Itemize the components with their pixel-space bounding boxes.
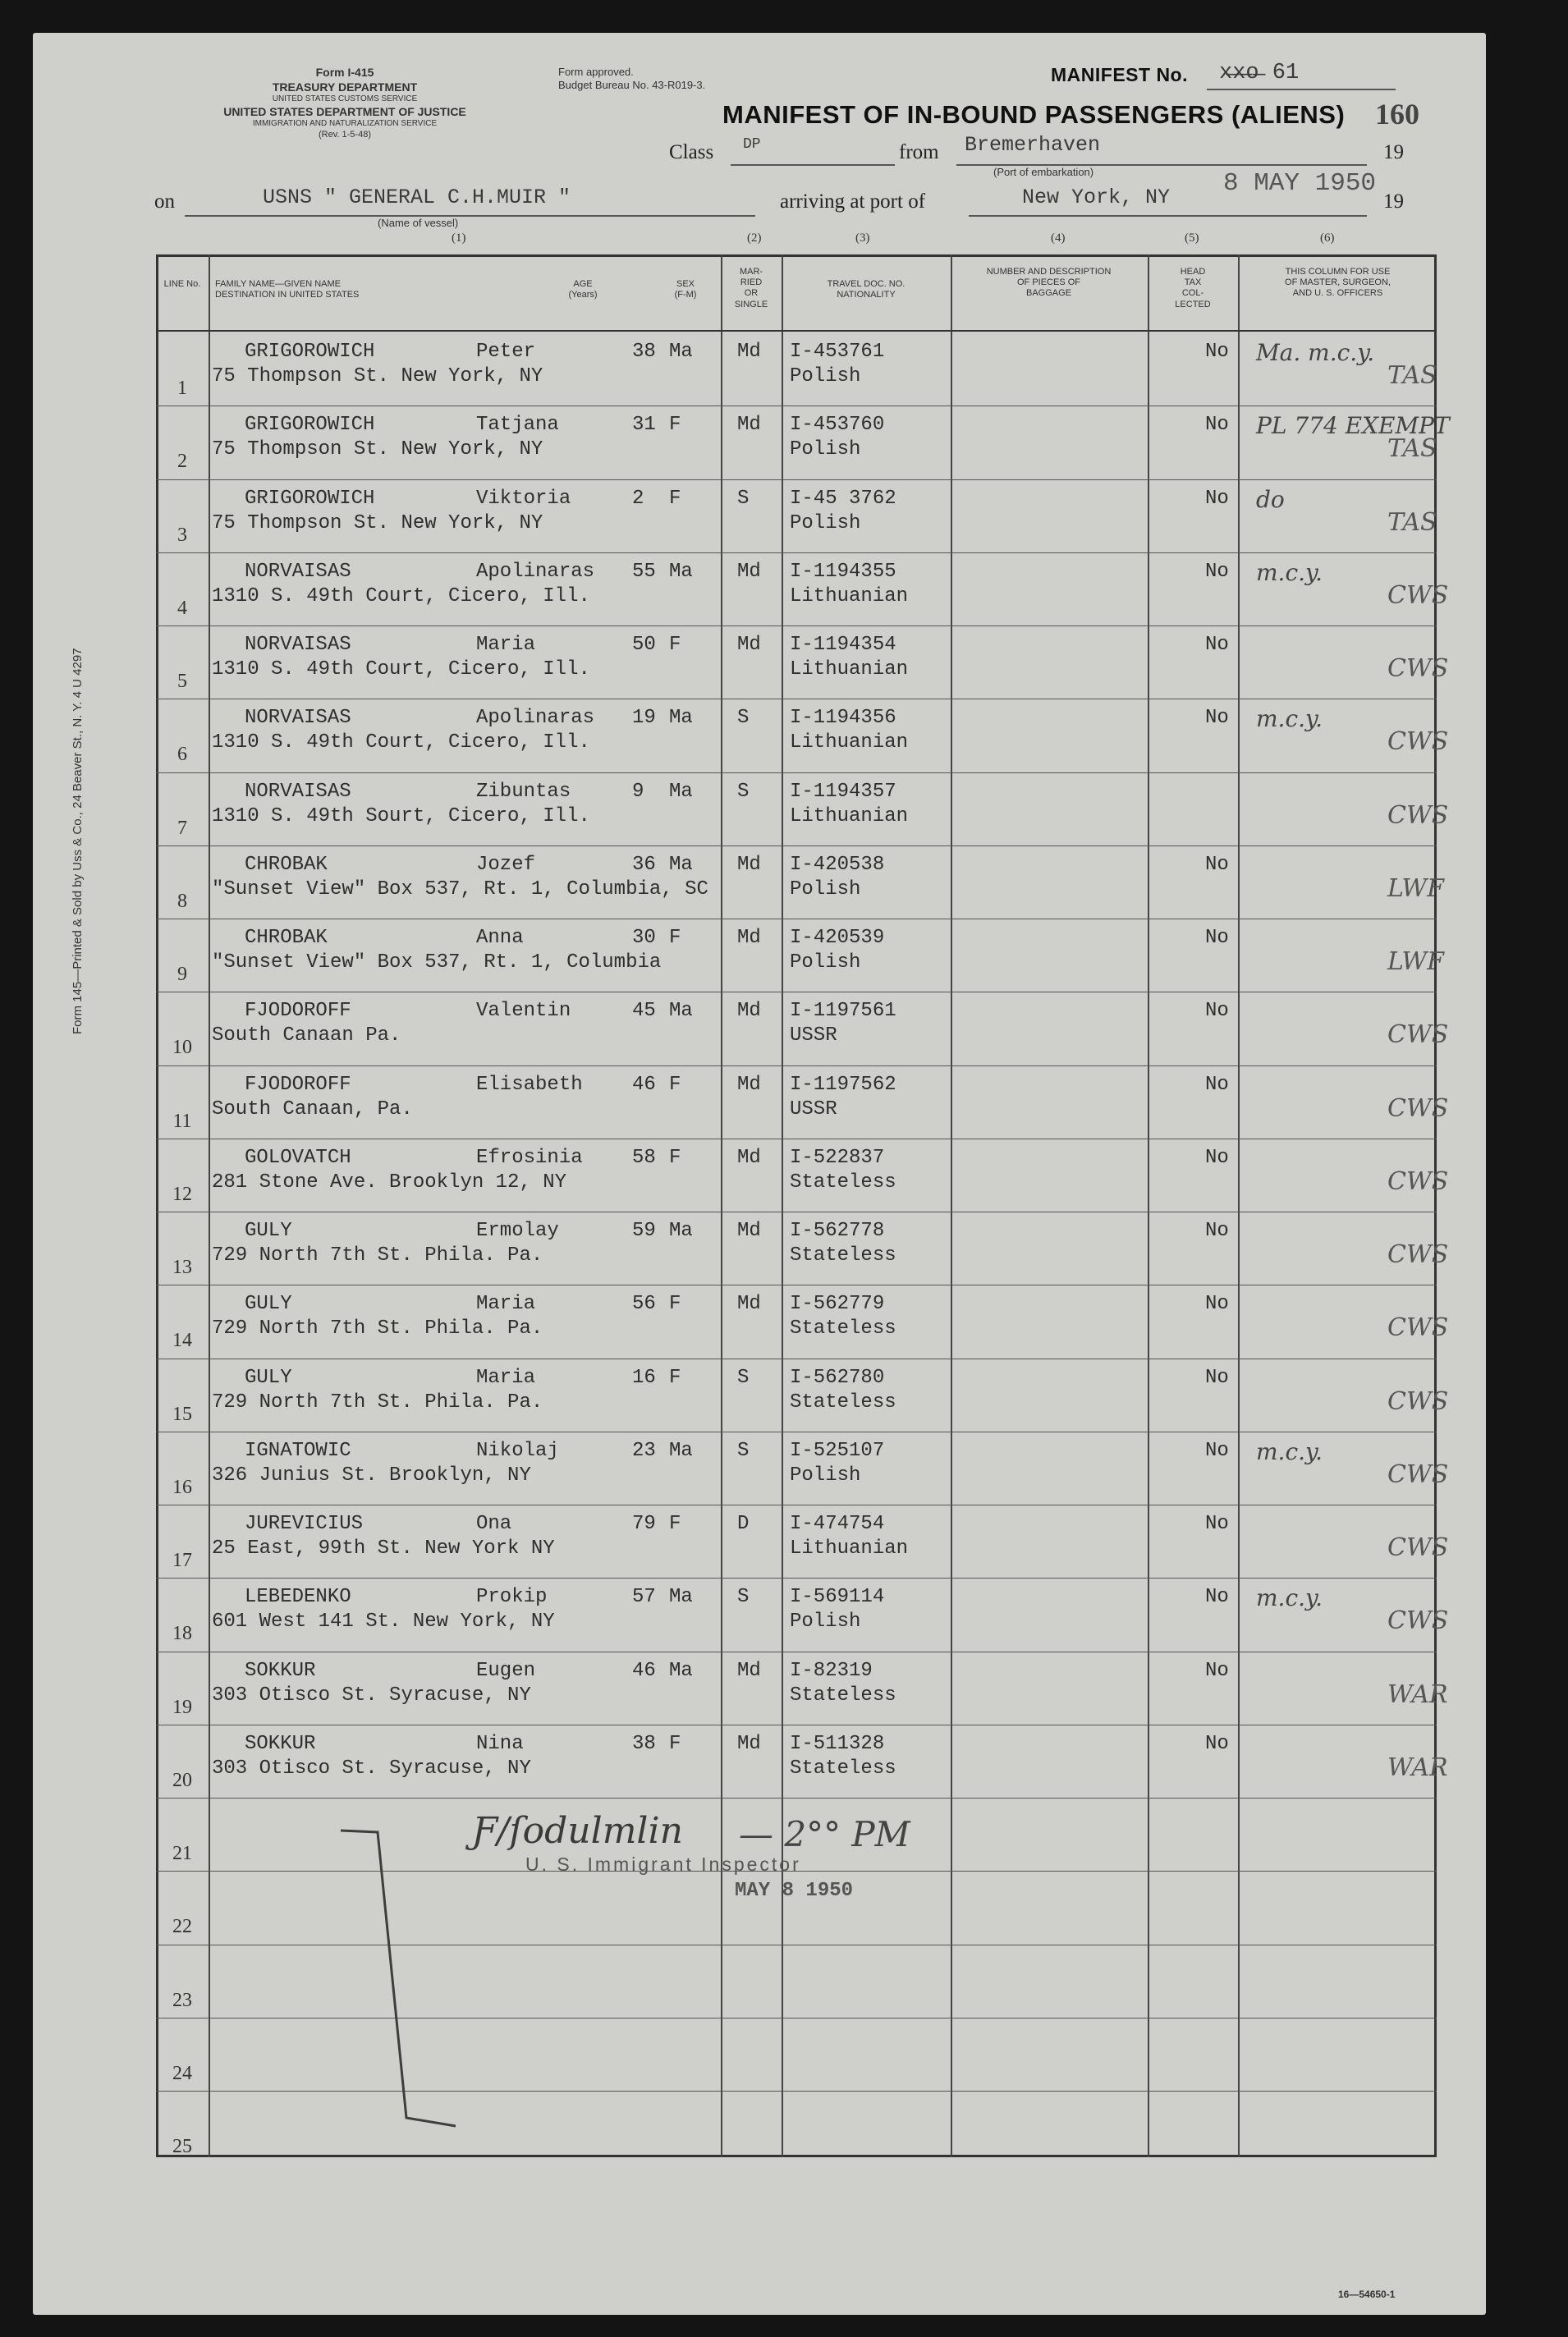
row-doc: I-82319: [790, 1659, 873, 1682]
row-married: Md: [737, 1220, 761, 1242]
row-doc: I-1194357: [790, 780, 896, 803]
row-given: Zibuntas: [476, 780, 571, 803]
row-married: Md: [737, 341, 761, 363]
row-doc: I-1194354: [790, 634, 896, 656]
row-nationality: Polish: [790, 365, 861, 387]
row-destination: 1310 S. 49th Court, Cicero, Ill.: [212, 584, 590, 607]
line-number: 14: [172, 1330, 192, 1352]
row-destination: 281 Stone Ave. Brooklyn 12, NY: [212, 1171, 567, 1194]
row-family: NORVAISAS: [245, 707, 351, 730]
approved-label: Form approved.: [558, 66, 634, 78]
row-destination: 601 West 141 St. New York, NY: [212, 1611, 555, 1634]
row-married: Md: [737, 1146, 761, 1169]
officer-initials: WAR: [1387, 1679, 1448, 1709]
col-number-1: (1): [452, 231, 466, 245]
line-number: 17: [172, 1550, 192, 1571]
line-number: 20: [172, 1769, 192, 1791]
line-number: 1: [177, 378, 187, 399]
line-number: 5: [177, 671, 187, 692]
officer-initials: CWS: [1387, 1166, 1449, 1196]
row-given: Ona: [476, 1513, 512, 1535]
row-married: Md: [737, 1073, 761, 1096]
col-header-officers: THIS COLUMN FOR USE OF MASTER, SURGEON, AND U. S. OFFICERS: [1285, 267, 1391, 299]
row-age: 19: [632, 707, 656, 730]
row-married: S: [737, 1366, 750, 1389]
row-sex: Ma: [669, 1439, 693, 1462]
row-age: 16: [632, 1366, 656, 1389]
row-nationality: Stateless: [790, 1757, 896, 1780]
row-married: Md: [737, 1732, 761, 1755]
row-tax: No: [1205, 1439, 1229, 1462]
row-nationality: Polish: [790, 511, 861, 534]
row-age: 46: [632, 1659, 656, 1682]
row-sex: Ma: [669, 1659, 693, 1682]
row-sex: F: [669, 1073, 681, 1096]
row-doc: I-45 3762: [790, 487, 896, 510]
row-given: Nina: [476, 1732, 524, 1755]
line-number: 25: [172, 2136, 192, 2157]
line-number: 3: [177, 524, 187, 546]
row-family: IGNATOWIC: [245, 1439, 351, 1462]
row-sex: F: [669, 414, 681, 437]
row-age: 31: [632, 414, 656, 437]
on-label: on: [154, 190, 175, 213]
from-label: from: [899, 141, 939, 163]
col-number-3: (3): [855, 231, 870, 245]
officer-note: do: [1256, 485, 1285, 513]
row-tax: No: [1205, 707, 1229, 730]
line-number: 21: [172, 1843, 192, 1864]
row-age: 46: [632, 1073, 656, 1096]
row-destination: 729 North 7th St. Phila. Pa.: [212, 1317, 543, 1340]
row-doc: I-474754: [790, 1513, 885, 1535]
line-number: 12: [172, 1183, 192, 1205]
row-destination: South Canaan, Pa.: [212, 1097, 413, 1120]
officer-note: m.c.y.: [1256, 705, 1323, 733]
line-number: 23: [172, 1989, 192, 2011]
row-given: Eugen: [476, 1659, 536, 1682]
row-age: 50: [632, 634, 656, 656]
row-tax: No: [1205, 1293, 1229, 1316]
row-given: Tatjana: [476, 414, 559, 437]
row-given: Prokip: [476, 1586, 548, 1609]
officer-initials: CWS: [1387, 580, 1449, 610]
row-doc: I-569114: [790, 1586, 885, 1609]
inspector-title: U. S. Immigrant Inspector: [525, 1854, 801, 1875]
row-nationality: Polish: [790, 951, 861, 974]
row-destination: 729 North 7th St. Phila. Pa.: [212, 1391, 543, 1414]
officer-note: m.c.y.: [1256, 1437, 1323, 1465]
footer-code: 16—54650-1: [1338, 2289, 1396, 2300]
col-header-name: FAMILY NAME—GIVEN NAME DESTINATION IN UNITED STATES: [215, 279, 360, 300]
row-age: 30: [632, 927, 656, 949]
col-number-5: (5): [1185, 231, 1199, 245]
row-family: GRIGOROWICH: [245, 487, 375, 510]
row-nationality: Polish: [790, 438, 861, 461]
row-family: GRIGOROWICH: [245, 341, 375, 363]
officer-note: m.c.y.: [1256, 558, 1323, 586]
customs-label: UNITED STATES CUSTOMS SERVICE: [272, 94, 418, 103]
row-married: S: [737, 487, 750, 510]
row-married: Md: [737, 1000, 761, 1023]
row-age: 45: [632, 1000, 656, 1023]
officer-initials: CWS: [1387, 1093, 1449, 1123]
class-value: DP: [743, 136, 761, 153]
row-sex: Ma: [669, 707, 693, 730]
row-destination: 326 Junius St. Brooklyn, NY: [212, 1464, 531, 1487]
row-destination: 729 North 7th St. Phila. Pa.: [212, 1244, 543, 1267]
col-header-head-tax: HEAD TAX COL- LECTED: [1175, 267, 1211, 309]
officer-initials: CWS: [1387, 1020, 1449, 1050]
officer-initials: CWS: [1387, 1533, 1449, 1562]
row-doc: I-453761: [790, 341, 885, 363]
year-label: 19: [1383, 141, 1404, 163]
line-number: 8: [177, 890, 187, 912]
line-number: 9: [177, 964, 187, 985]
row-age: 38: [632, 1732, 656, 1755]
row-family: NORVAISAS: [245, 560, 351, 583]
row-nationality: USSR: [790, 1097, 837, 1120]
officer-note: Ma. m.c.y.: [1256, 339, 1375, 366]
row-tax: No: [1205, 1732, 1229, 1755]
row-tax: No: [1205, 1146, 1229, 1169]
row-tax: No: [1205, 1366, 1229, 1389]
row-tax: No: [1205, 1000, 1229, 1023]
row-given: Apolinaras: [476, 560, 595, 583]
row-given: Maria: [476, 1293, 536, 1316]
line-number: 16: [172, 1476, 192, 1498]
row-age: 57: [632, 1586, 656, 1609]
officer-initials: CWS: [1387, 727, 1449, 757]
row-destination: 75 Thompson St. New York, NY: [212, 438, 543, 461]
inspector-signature: Ƒ/ſo𝑑ulmlin: [472, 1810, 683, 1852]
row-given: Apolinaras: [476, 707, 595, 730]
row-nationality: Lithuanian: [790, 1537, 909, 1560]
row-nationality: Polish: [790, 1611, 861, 1634]
row-sex: F: [669, 487, 681, 510]
row-nationality: Lithuanian: [790, 584, 909, 607]
row-married: Md: [737, 853, 761, 876]
row-given: Elisabeth: [476, 1073, 583, 1096]
officer-initials: CWS: [1387, 1459, 1449, 1489]
arriving-label: arriving at port of: [780, 190, 926, 213]
row-age: 59: [632, 1220, 656, 1242]
row-age: 2: [632, 487, 644, 510]
port-value: New York, NY: [1022, 186, 1171, 209]
page-number: 160: [1375, 98, 1419, 131]
line-number: 6: [177, 744, 187, 766]
row-married: Md: [737, 1293, 761, 1316]
row-age: 9: [632, 780, 644, 803]
row-age: 56: [632, 1293, 656, 1316]
row-married: Md: [737, 560, 761, 583]
row-married: Md: [737, 1659, 761, 1682]
row-sex: Ma: [669, 1586, 693, 1609]
line-number: 22: [172, 1916, 192, 1938]
row-destination: 303 Otisco St. Syracuse, NY: [212, 1757, 531, 1780]
row-family: NORVAISAS: [245, 634, 351, 656]
row-married: S: [737, 707, 750, 730]
col-header-baggage: NUMBER AND DESCRIPTION OF PIECES OF BAGGAGE: [986, 267, 1112, 299]
officer-initials: CWS: [1387, 1240, 1449, 1269]
row-sex: F: [669, 1513, 681, 1535]
row-nationality: Lithuanian: [790, 731, 909, 754]
row-family: GOLOVATCH: [245, 1146, 351, 1169]
row-sex: F: [669, 1732, 681, 1755]
row-destination: 75 Thompson St. New York, NY: [212, 511, 543, 534]
row-given: Valentin: [476, 1000, 571, 1023]
row-doc: I-525107: [790, 1439, 885, 1462]
row-tax: No: [1205, 1513, 1229, 1535]
officer-note: m.c.y.: [1256, 1584, 1323, 1612]
line-number: 11: [172, 1110, 192, 1132]
class-label: Class: [669, 141, 714, 163]
line-number: 10: [172, 1037, 192, 1059]
officer-note: PL 774 EXEMPT: [1256, 412, 1450, 440]
date-stamp: 8 MAY 1950: [1223, 169, 1377, 198]
line-number: 13: [172, 1257, 192, 1278]
row-age: 58: [632, 1146, 656, 1169]
row-married: Md: [737, 414, 761, 437]
row-given: Ermolay: [476, 1220, 559, 1242]
manifest-no-label: MANIFEST No.: [1051, 64, 1188, 85]
row-nationality: Stateless: [790, 1391, 896, 1414]
row-given: Jozef: [476, 853, 536, 876]
row-married: Md: [737, 634, 761, 656]
row-tax: No: [1205, 487, 1229, 510]
row-doc: I-1194355: [790, 560, 896, 583]
row-doc: I-562778: [790, 1220, 885, 1242]
row-tax: No: [1205, 341, 1229, 363]
col-header-age: AGE (Years): [568, 279, 598, 300]
ins-label: IMMIGRATION AND NATURALIZATION SERVICE: [252, 119, 438, 128]
row-doc: I-453760: [790, 414, 885, 437]
officer-initials: WAR: [1387, 1753, 1448, 1782]
row-age: 38: [632, 341, 656, 363]
officer-initials: TAS: [1387, 361, 1437, 390]
row-tax: No: [1205, 927, 1229, 949]
row-family: FJODOROFF: [245, 1073, 351, 1096]
row-doc: I-522837: [790, 1146, 885, 1169]
row-family: JUREVICIUS: [245, 1513, 364, 1535]
row-doc: I-562779: [790, 1293, 885, 1316]
row-age: 55: [632, 560, 656, 583]
row-tax: No: [1205, 853, 1229, 876]
row-tax: No: [1205, 1659, 1229, 1682]
row-nationality: Lithuanian: [790, 804, 909, 827]
manifest-title: MANIFEST OF IN-BOUND PASSENGERS (ALIENS): [722, 100, 1346, 129]
row-doc: I-420538: [790, 853, 885, 876]
row-family: GULY: [245, 1293, 292, 1316]
row-married: D: [737, 1513, 750, 1535]
row-given: Efrosinia: [476, 1146, 583, 1169]
row-married: S: [737, 780, 750, 803]
row-doc: I-1197562: [790, 1073, 896, 1096]
row-family: GULY: [245, 1366, 292, 1389]
form-label: Form I-415: [315, 66, 374, 79]
row-nationality: Polish: [790, 1464, 861, 1487]
row-tax: No: [1205, 1073, 1229, 1096]
row-doc: I-562780: [790, 1366, 885, 1389]
row-family: CHROBAK: [245, 853, 328, 876]
justice-label: UNITED STATES DEPARTMENT OF JUSTICE: [223, 104, 466, 118]
year-label-2: 19: [1383, 190, 1404, 213]
row-family: SOKKUR: [245, 1659, 316, 1682]
line-number: 18: [172, 1623, 192, 1645]
row-sex: Ma: [669, 1000, 693, 1023]
line-number: 4: [177, 597, 187, 619]
row-sex: Ma: [669, 341, 693, 363]
row-sex: F: [669, 634, 681, 656]
row-sex: Ma: [669, 560, 693, 583]
officer-initials: LWF: [1387, 873, 1444, 903]
row-sex: Ma: [669, 853, 693, 876]
col-header-travel-doc: TRAVEL DOC. NO. NATIONALITY: [827, 279, 905, 300]
embarkation-note: (Port of embarkation): [993, 166, 1094, 178]
officer-initials: CWS: [1387, 1313, 1449, 1343]
officer-initials: CWS: [1387, 654, 1449, 683]
row-given: Peter: [476, 341, 536, 363]
row-destination: 75 Thompson St. New York, NY: [212, 365, 543, 387]
row-doc: I-420539: [790, 927, 885, 949]
inspector-date: MAY 8 1950: [735, 1880, 854, 1902]
row-nationality: Polish: [790, 878, 861, 900]
col-header-married: MAR- RIED OR SINGLE: [734, 267, 768, 309]
line-number: 7: [177, 817, 187, 839]
col-number-4: (4): [1051, 231, 1066, 245]
row-family: NORVAISAS: [245, 780, 351, 803]
row-destination: South Canaan Pa.: [212, 1024, 401, 1047]
row-family: FJODOROFF: [245, 1000, 351, 1023]
officer-initials: LWF: [1387, 947, 1444, 976]
line-number: 15: [172, 1403, 192, 1425]
row-doc: I-1197561: [790, 1000, 896, 1023]
row-destination: "Sunset View" Box 537, Rt. 1, Columbia, SC: [212, 878, 708, 900]
from-value: Bremerhaven: [965, 133, 1101, 157]
line-number: 24: [172, 2062, 192, 2084]
row-nationality: Lithuanian: [790, 658, 909, 680]
manifest-no-value: x̶x̶o̶ 61: [1219, 61, 1300, 85]
row-sex: F: [669, 1146, 681, 1169]
row-tax: No: [1205, 560, 1229, 583]
row-destination: "Sunset View" Box 537, Rt. 1, Columbia: [212, 951, 662, 974]
vessel-note: (Name of vessel): [378, 217, 459, 229]
printer-imprint: Form 145—Printed & Sold by Uss & Co., 24 Beaver St., N. Y. 4 U 4297: [71, 648, 85, 1034]
row-tax: No: [1205, 414, 1229, 437]
line-number: 19: [172, 1696, 192, 1718]
row-sex: F: [669, 1293, 681, 1316]
inspector-time: — 2°° PM: [739, 1814, 910, 1854]
col-header-line: LINE No.: [163, 279, 201, 289]
row-family: LEBEDENKO: [245, 1586, 351, 1609]
row-destination: 25 East, 99th St. New York NY: [212, 1537, 555, 1560]
row-age: 36: [632, 853, 656, 876]
row-given: Nikolaj: [476, 1439, 559, 1462]
row-doc: I-1194356: [790, 707, 896, 730]
row-given: Maria: [476, 634, 536, 656]
row-tax: No: [1205, 634, 1229, 656]
row-family: GULY: [245, 1220, 292, 1242]
row-tax: No: [1205, 1220, 1229, 1242]
row-married: S: [737, 1439, 750, 1462]
budget-label: Budget Bureau No. 43-R019-3.: [558, 79, 706, 92]
row-age: 79: [632, 1513, 656, 1535]
officer-initials: CWS: [1387, 800, 1449, 830]
row-family: GRIGOROWICH: [245, 414, 375, 437]
officer-initials: TAS: [1387, 434, 1437, 464]
row-nationality: Stateless: [790, 1244, 896, 1267]
row-family: CHROBAK: [245, 927, 328, 949]
row-nationality: USSR: [790, 1024, 837, 1047]
officer-initials: TAS: [1387, 507, 1437, 537]
row-sex: F: [669, 927, 681, 949]
row-destination: 303 Otisco St. Syracuse, NY: [212, 1684, 531, 1707]
row-given: Maria: [476, 1366, 536, 1389]
row-given: Viktoria: [476, 487, 571, 510]
officer-initials: CWS: [1387, 1386, 1449, 1416]
row-married: S: [737, 1586, 750, 1609]
row-destination: 1310 S. 49th Sourt, Cicero, Ill.: [212, 804, 590, 827]
row-nationality: Stateless: [790, 1171, 896, 1194]
row-family: SOKKUR: [245, 1732, 316, 1755]
row-nationality: Stateless: [790, 1317, 896, 1340]
col-number-6: (6): [1320, 231, 1335, 245]
row-age: 23: [632, 1439, 656, 1462]
row-married: Md: [737, 927, 761, 949]
row-sex: F: [669, 1366, 681, 1389]
row-nationality: Stateless: [790, 1684, 896, 1707]
row-given: Anna: [476, 927, 524, 949]
row-destination: 1310 S. 49th Court, Cicero, Ill.: [212, 658, 590, 680]
treasury-label: TREASURY DEPARTMENT: [272, 80, 418, 94]
row-doc: I-511328: [790, 1732, 885, 1755]
rev-label: (Rev. 1-5-48): [319, 129, 371, 140]
col-header-sex: SEX (F-M): [674, 279, 697, 300]
officer-initials: CWS: [1387, 1606, 1449, 1636]
vessel-name: USNS " GENERAL C.H.MUIR ": [263, 186, 571, 209]
row-sex: Ma: [669, 780, 693, 803]
line-number: 2: [177, 451, 187, 473]
row-tax: No: [1205, 1586, 1229, 1609]
row-destination: 1310 S. 49th Court, Cicero, Ill.: [212, 731, 590, 754]
col-number-2: (2): [747, 231, 762, 245]
row-sex: Ma: [669, 1220, 693, 1242]
